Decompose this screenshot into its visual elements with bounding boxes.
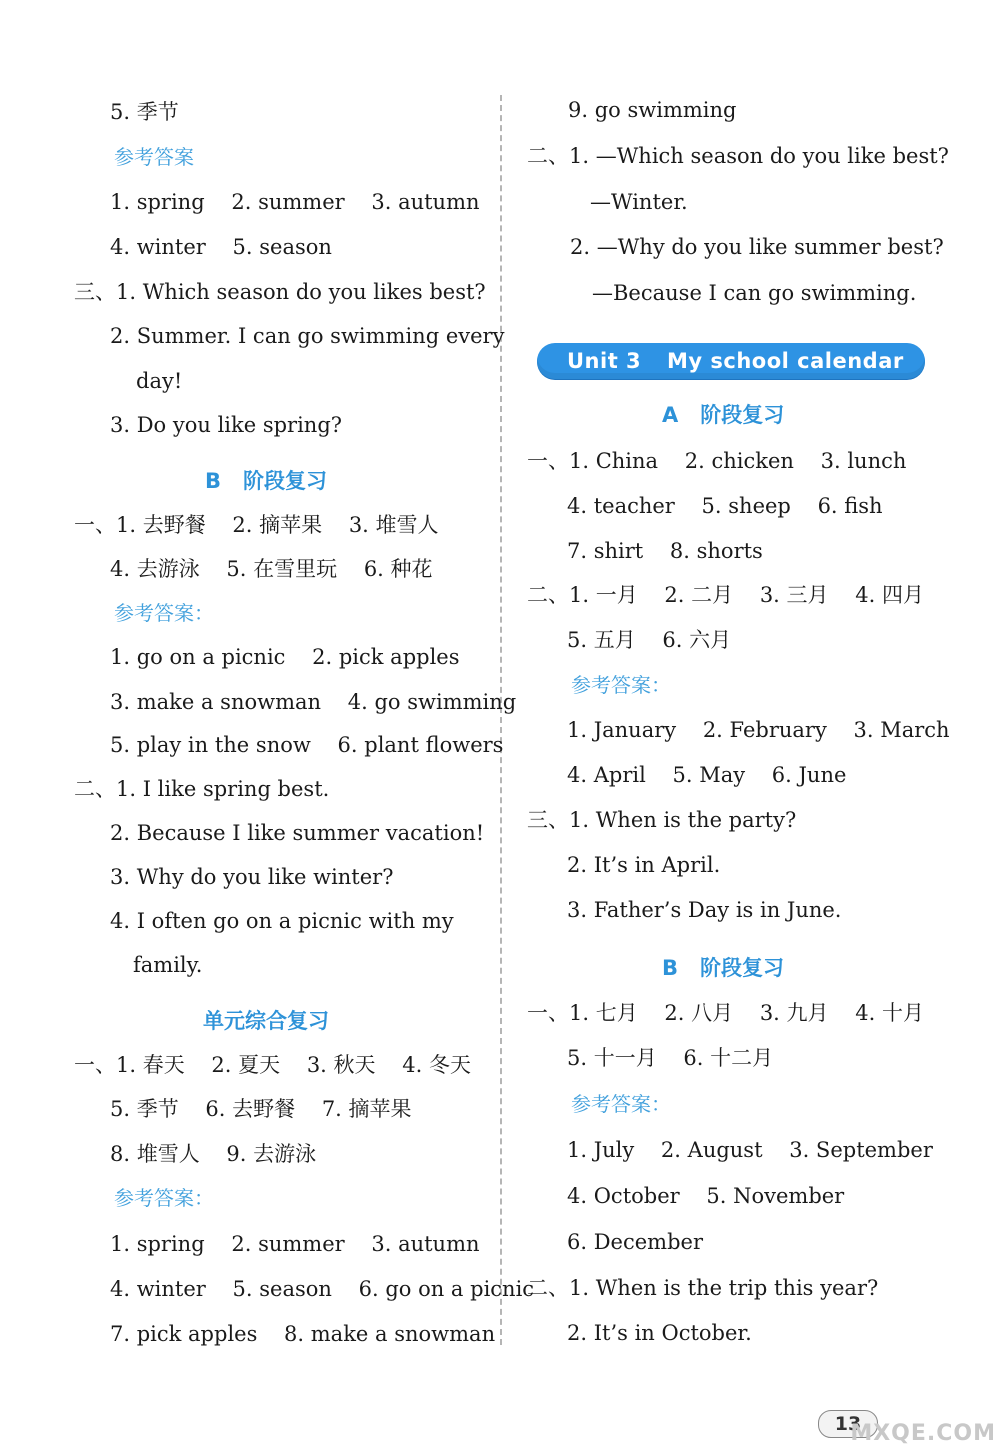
answer-line: 一、1. 春天 2. 夏天 3. 秋天 4. 冬天 [74,1053,471,1077]
answer-line: family. [133,953,203,977]
section-title: 阶段复习 [700,956,785,980]
answer-line: 7. pick apples 8. make a snowman [110,1322,496,1346]
answer-line: 5. 十一月 6. 十二月 [567,1046,774,1070]
answer-line: 1. January 2. February 3. March [567,718,950,742]
answer-line: day! [136,369,183,393]
answer-key-label: 参考答案： [571,1092,671,1116]
answer-line: 4. April 5. May 6. June [567,763,847,787]
answer-key-label: 参考答案 [114,145,194,169]
answer-line: 4. October 5. November [567,1184,845,1208]
answer-line: 9. go swimming [568,98,737,122]
answer-line: 1. spring 2. summer 3. autumn [110,1232,480,1256]
answer-line: 3. Father’s Day is in June. [567,898,842,922]
answer-key-label: 参考答案： [114,601,214,625]
answer-line: 5. 季节 6. 去野餐 7. 摘苹果 [110,1097,412,1121]
answer-line: 5. 五月 6. 六月 [567,628,732,652]
section-title: 阶段复习 [700,403,785,427]
answer-line: 1. spring 2. summer 3. autumn [110,190,480,214]
section-title: 单元综合复习 [203,1009,329,1033]
answer-key-label: 参考答案： [114,1186,214,1210]
section-heading [662,401,784,429]
answer-line: 二、1. I like spring best. [74,777,330,801]
answer-line: 8. 堆雪人 9. 去游泳 [110,1142,317,1166]
answer-line: 二、1. When is the trip this year? [527,1276,879,1300]
unit-title: My school calendar [667,349,904,373]
unit-banner [537,343,925,379]
answer-key-label: 参考答案： [571,673,671,697]
page-number: 13 [818,1410,878,1438]
answer-line: 二、1. 一月 2. 二月 3. 三月 4. 四月 [527,583,924,607]
answer-line: 1. go on a picnic 2. pick apples [110,645,460,669]
answer-line: 三、1. When is the party? [527,808,797,832]
answer-line: 2. It’s in April. [567,853,721,877]
answer-line: 3. make a snowman 4. go swimming [110,690,517,714]
answer-line: 二、1. —Which season do you like best? [527,144,949,168]
column-divider [500,95,502,1345]
answer-line: 4. 去游泳 5. 在雪里玩 6. 种花 [110,557,433,581]
section-heading [205,467,327,495]
answer-line: 3. Do you like spring? [110,413,343,437]
answer-line: 6. December [567,1230,703,1254]
answer-line: —Winter. [590,190,688,214]
answer-line: 一、1. 七月 2. 八月 3. 九月 4. 十月 [527,1001,924,1025]
section-title: 阶段复习 [243,469,328,493]
section-letter: B [205,469,222,493]
answer-line: 一、1. China 2. chicken 3. lunch [527,449,907,473]
answer-line: 一、1. 去野餐 2. 摘苹果 3. 堆雪人 [74,513,439,537]
answer-line: 2. Because I like summer vacation! [110,821,485,845]
answer-line: 5. 季节 [110,100,179,124]
answer-line: 三、1. Which season do you likes best? [74,280,486,304]
section-heading [203,1007,329,1035]
answer-line: 4. I often go on a picnic with my [110,909,454,933]
answer-line: 5. play in the snow 6. plant flowers [110,733,504,757]
answer-line: 2. Summer. I can go swimming every [110,324,505,348]
section-letter: A [662,403,679,427]
watermark-logo: MXQE.COM [850,1421,996,1446]
answer-line: 3. Why do you like winter? [110,865,394,889]
answer-line: 2. It’s in October. [567,1321,752,1345]
answer-line: 4. winter 5. season 6. go on a picnic [110,1277,535,1301]
answer-line: 7. shirt 8. shorts [567,539,763,563]
answer-line: 1. July 2. August 3. September [567,1138,933,1162]
answer-line: 2. —Why do you like summer best? [570,235,944,259]
section-letter: B [662,956,679,980]
unit-number: Unit 3 [567,349,642,373]
answer-line: 4. winter 5. season [110,235,332,259]
answer-line: —Because I can go swimming. [592,281,917,305]
section-heading [662,954,784,982]
answer-line: 4. teacher 5. sheep 6. fish [567,494,883,518]
